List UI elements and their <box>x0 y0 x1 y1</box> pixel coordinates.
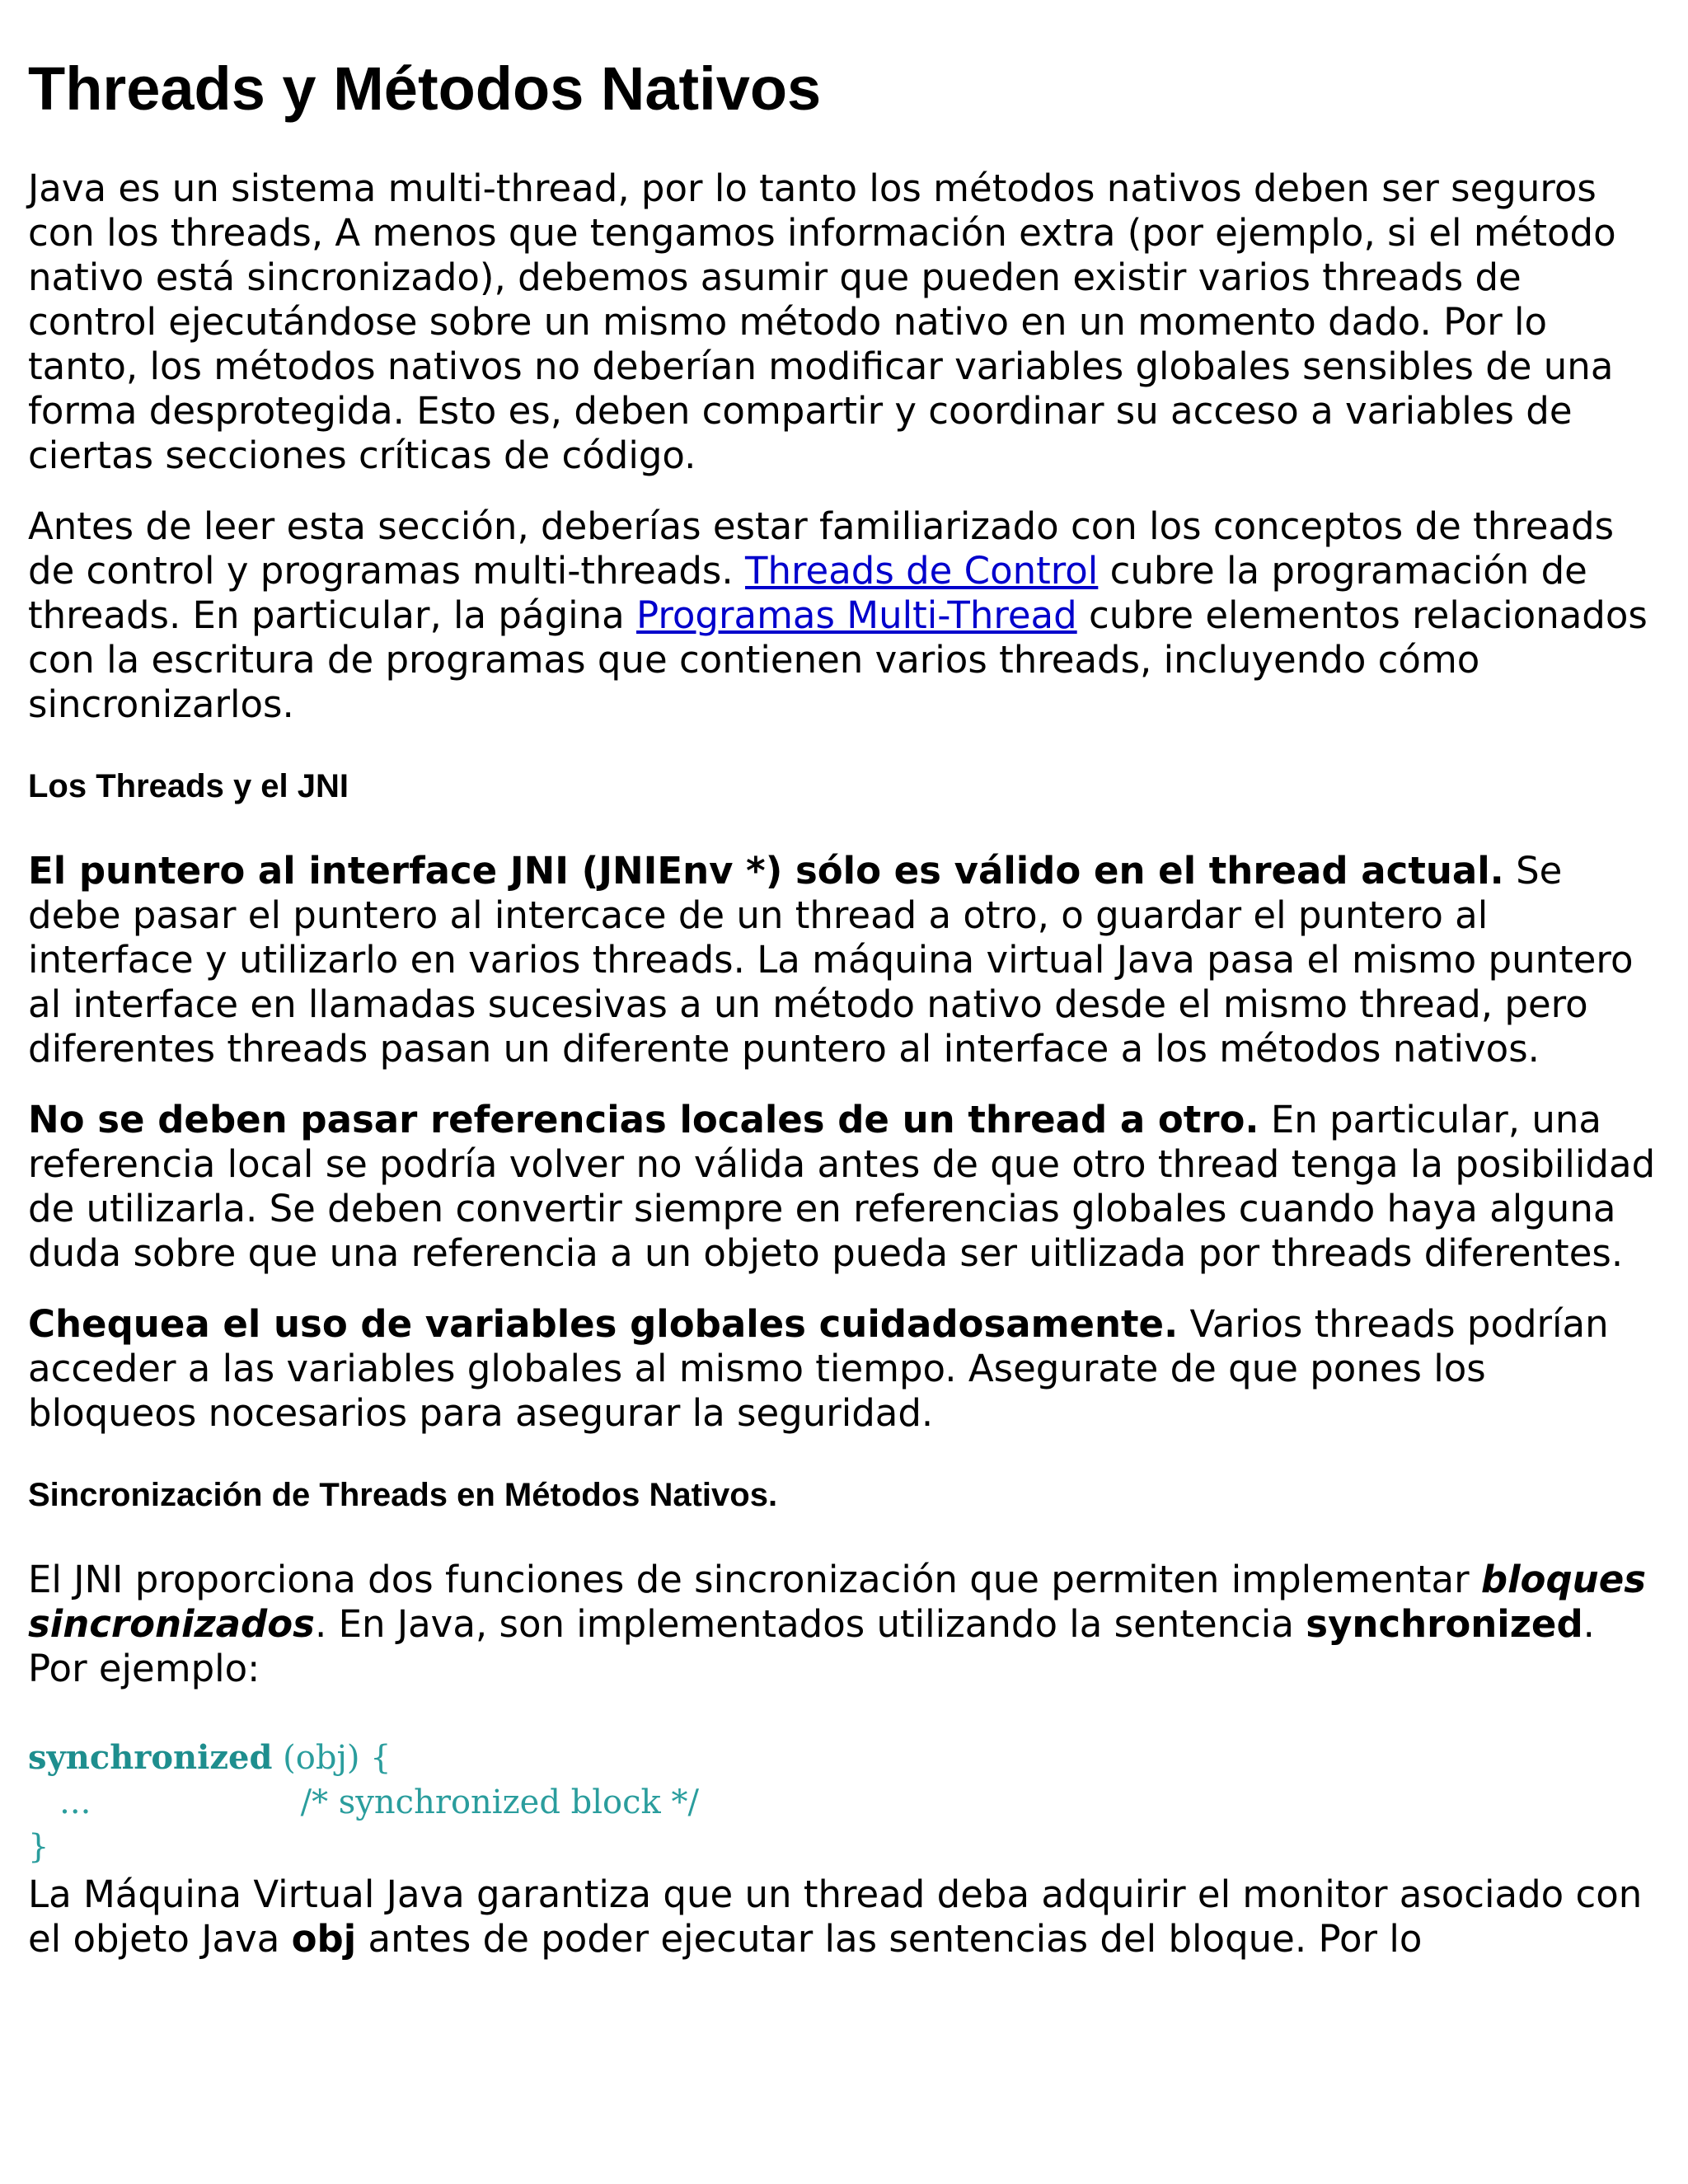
rule-local-refs-bold: No se deben pasar referencias locales de un thread a otro. <box>28 1098 1259 1141</box>
code-line-1: (obj) { <box>272 1739 392 1777</box>
rule-jnienv-bold: El puntero al interface JNI (JNIEnv *) sólo es válido en el thread actual. <box>28 849 1504 893</box>
prerequisites-text-1: Antes de leer esta sección, deberías estar familiarizado con los conceptos de threads de control y programas multi-threads. <box>28 504 1615 593</box>
programas-multi-thread-link[interactable]: Programas Multi-Thread <box>636 593 1077 637</box>
sync-intro-paragraph <box>28 1558 1660 1691</box>
rule-globals-bold: Chequea el uso de variables globales cuidadosamente. <box>28 1302 1179 1346</box>
code-example <box>28 1736 1660 1869</box>
code-line-3: } <box>28 1828 49 1866</box>
rule-local-refs-text: En particular, una referencia local se podría volver no válida antes de que otro thread tenga la posibilidad de utilizarla. Se deben convertir siempre en referencias globales cuando haya alguna duda sobre que una referencia a un objeto pueda ser uitlizada por threads diferentes. <box>28 1098 1656 1275</box>
threads-de-control-link[interactable]: Threads de Control <box>745 549 1099 593</box>
page-title: Threads y Métodos Nativos <box>28 54 822 123</box>
document-page <box>28 0 1660 1961</box>
rule-globals-text: Varios threads podrían acceder a las variables globales al mismo tiempo. Asegurate de que pones los bloqueos nocesarios para asegurar la seguridad. <box>28 1302 1609 1435</box>
monitor-bold-obj: obj <box>291 1917 357 1961</box>
section-heading-sync: Sincronización de Threads en Métodos Nativos. <box>28 1477 778 1513</box>
rule-local-refs-paragraph <box>28 1098 1660 1276</box>
rule-globals-paragraph <box>28 1302 1660 1436</box>
code-keyword: synchronized <box>28 1738 273 1777</box>
rule-jnienv-text: Se debe pasar el puntero al intercace de un thread a otro, o guardar el puntero al interface y utilizarlo en varios threads. La máquina virtual Java pasa el mismo puntero al interface en llamadas sucesivas a un método nativo desde el mismo thread, pero diferentes threads pasan un diferente puntero al interface a los métodos nativos. <box>28 849 1634 1071</box>
intro-paragraph: Java es un sistema multi-thread, por lo tanto los métodos nativos deben ser seguros con los threads, A menos que tengamos información extra (por ejemplo, si el método nativo está sincronizado), debemos asumir que pueden existir varios threads de control ejecutándose sobre un mismo método nativo en un momento dado. Por lo tanto, los métodos nativos no deberían modificar variables globales sensibles de una forma desprotegida. Esto es, deben compartir y coordinar su acceso a variables de ciertas secciones críticas de código. <box>28 166 1616 477</box>
prerequisites-text-3: cubre elementos relacionados con la escritura de programas que contienen varios threads, incluyendo cómo sincronizarlos. <box>28 593 1648 726</box>
sync-intro-bold-italic: bloques sincronizados <box>28 1558 1647 1646</box>
code-line-2: ... /* synchronized block */ <box>28 1783 699 1821</box>
prerequisites-paragraph <box>28 504 1660 727</box>
prerequisites-text-2: cubre la programación de threads. En particular, la página <box>28 549 1587 637</box>
sync-intro-text-3: . Por ejemplo: <box>28 1602 1595 1690</box>
sync-intro-text-1: El JNI proporciona dos funciones de sincronización que permiten implementar <box>28 1558 1481 1601</box>
sync-intro-keyword: synchronized <box>1306 1602 1583 1646</box>
monitor-text-2: antes de poder ejecutar las sentencias del bloque. Por lo <box>356 1917 1423 1961</box>
sync-intro-text-2: . En Java, son implementados utilizando la sentencia <box>314 1602 1306 1646</box>
monitor-paragraph <box>28 1872 1660 1961</box>
rule-jnienv-paragraph <box>28 849 1660 1071</box>
section-heading-threads-jni: Los Threads y el JNI <box>28 768 349 804</box>
monitor-text-1: La Máquina Virtual Java garantiza que un thread deba adquirir el monitor asociado con el objeto Java <box>28 1872 1643 1961</box>
